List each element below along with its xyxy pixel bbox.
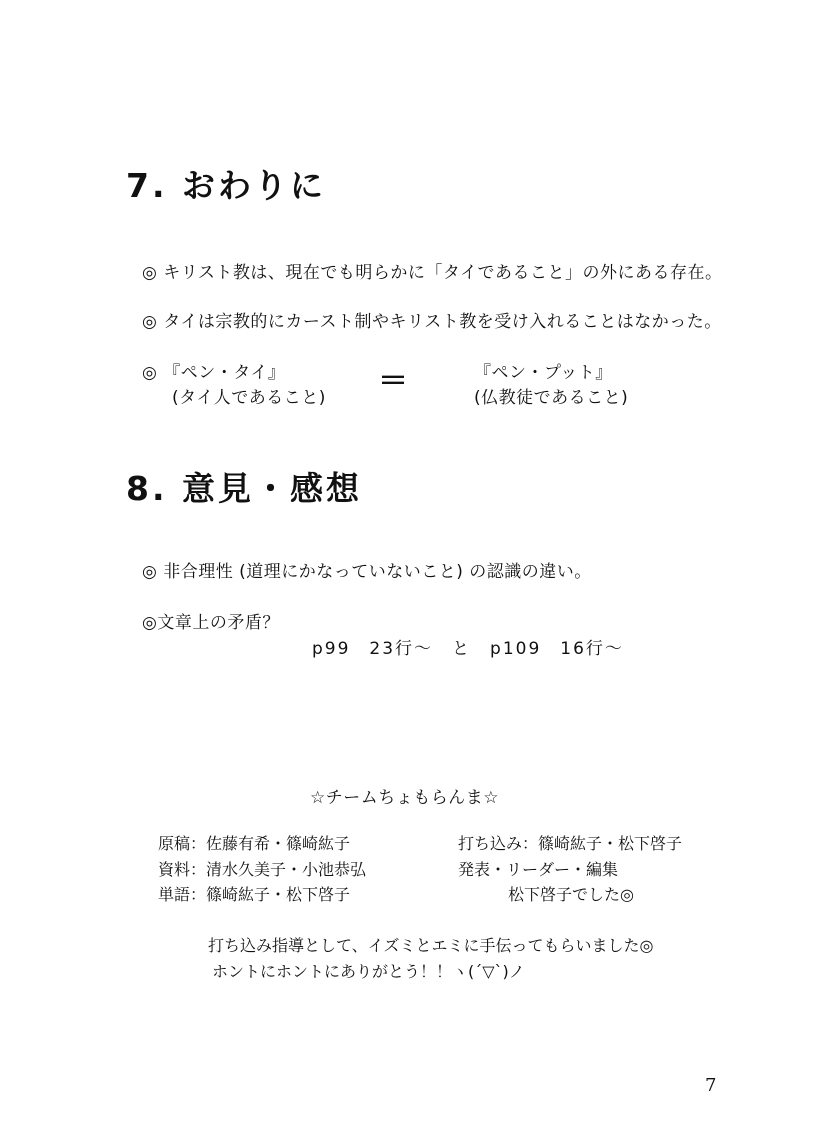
pen-put-term: 『ペン・プット』 xyxy=(474,363,613,383)
section-7-bullet-1: ◎ キリスト教は、現在でも明らかに「タイであること」の外にある存在。 xyxy=(142,263,723,283)
thanks-line-1: 打ち込み指導として、イズミとエミに手伝ってもらいました◎ xyxy=(208,936,654,955)
section-8-heading: 8. 意見・感想 xyxy=(126,469,362,508)
credit-right-1: 打ち込み：篠崎紘子・松下啓子 xyxy=(458,834,683,853)
section-7-heading: 7. おわりに xyxy=(126,166,326,205)
credit-right-3: 松下啓子でした◎ xyxy=(508,885,634,904)
pen-thai-gloss: (タイ人であること) xyxy=(172,388,326,408)
credit-left-3: 単語：篠崎紘子・松下啓子 xyxy=(158,885,351,904)
credit-left-2: 資料：清水久美子・小池恭弘 xyxy=(158,860,367,879)
section-8-bullet-2: ◎文章上の矛盾？ xyxy=(142,613,280,633)
section-7-bullet-2: ◎ タイは宗教的にカースト制やキリスト教を受け入れることはなかった。 xyxy=(142,312,722,332)
pen-thai-term: ◎ 『ペン・タイ』 xyxy=(142,363,286,383)
credit-left-1: 原稿：佐藤有希・篠崎紘子 xyxy=(158,834,351,853)
team-name: ☆チームちょもらんま☆ xyxy=(310,788,499,808)
pen-put-gloss: (仏教徒であること) xyxy=(474,388,629,408)
credit-right-2: 発表・リーダー・編集 xyxy=(458,860,619,879)
equals-sign: ＝ xyxy=(378,364,408,399)
section-8-bullet-1: ◎ 非合理性 (道理にかなっていないこと) の認識の違い。 xyxy=(142,562,592,582)
page-number: 7 xyxy=(705,1075,717,1096)
page-reference: p99 23行～ と p109 16行～ xyxy=(312,639,624,659)
thanks-line-2: ホントにホントにありがとう！！ヽ(´▽`)ノ xyxy=(212,962,525,981)
